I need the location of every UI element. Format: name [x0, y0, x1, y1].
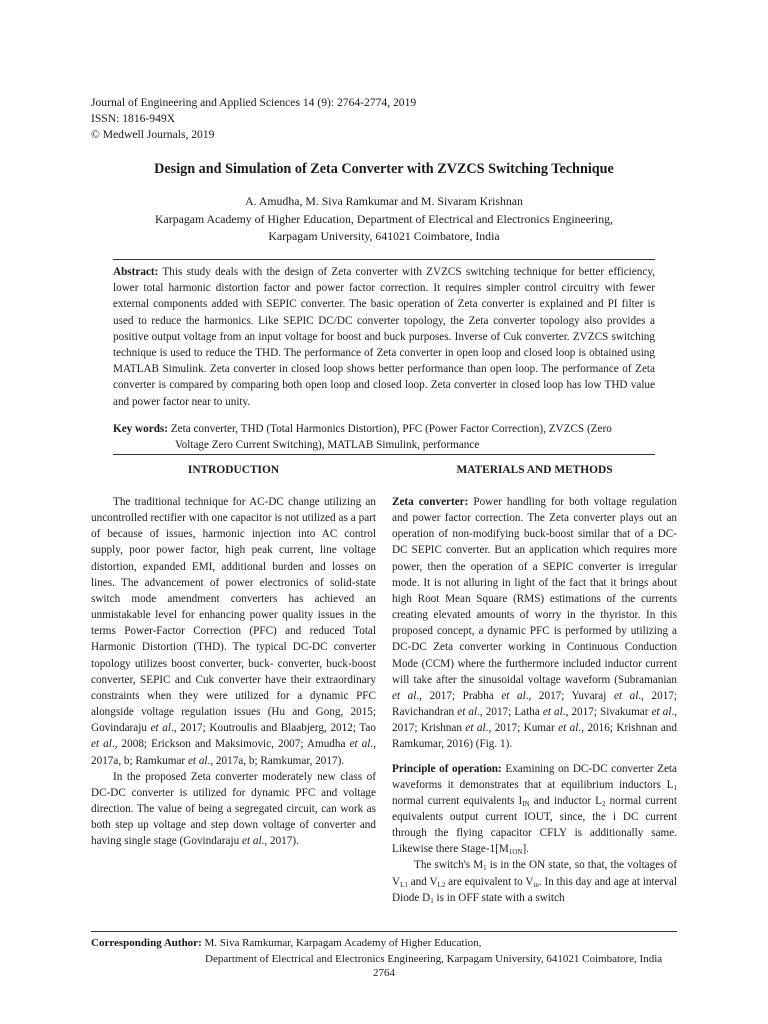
- journal-header: [91, 95, 416, 144]
- abstract-label: Abstract:: [113, 266, 159, 278]
- paper-title: Design and Simulation of Zeta Converter with ZVZCS Switching Technique: [154, 161, 614, 177]
- switch-paragraph: The switch's $M_1$ is in the ON state, so that, the voltages of $V_{L1}$ and $V_{L2}$ are equivalent to $V_{in}$. In this day and age at interval Diode $D_1$ is in OFF state with a switch: [392, 859, 677, 905]
- author-names: A. Amudha, M. Siva Ramkumar and M. Sivaram Krishnan: [245, 194, 523, 208]
- intro-paragraph-2: In the proposed Zeta converter moderately new class of DC-DC converter is utilized for dynamic PFC and voltage direction. The value of being a segregated circuit, can work as both step up voltage and step down voltage of converter and having single stage (Govindaraju et al., 2017).: [91, 770, 376, 848]
- zeta-converter-paragraph: Zeta converter: Power handling for both voltage regulation and power factor correction. The Zeta converter plays out an operation of non-modifying buck-boost similar that of a DC-DC SEPIC converter. But an application which requires more power, then the operation of a SEPIC converter is irregular mode. It is not alluring in light of the fact that it brings about high Root Mean Square (RMS) estimations of the currents creating elevated amounts of worry in the thyristor. In this proposed concept, a dynamic PFC is performed by utilizing a DC-DC Zeta converter working in Continuous Conduction Mode (CCM) where the furthermore included inductor current will take after the sinusoidal voltage waveform (Subramanian et al., 2017; Prabha et al., 2017; Yuvaraj et al., 2017; Ravichandran et al., 2017; Latha et al., 2017; Sivakumar et al., 2017; Krishnan et al., 2017; Kumar et al., 2016; Krishnan and Ramkumar, 2016) (Fig. 1).: [392, 496, 678, 751]
- keywords-label: Key words:: [113, 423, 168, 435]
- keywords-line-1: Zeta converter, THD (Total Harmonics Distortion), PFC (Power Factor Correction), ZVZCS (Zero: [170, 423, 612, 435]
- abstract: [113, 264, 655, 410]
- corresponding-author-line-1: M. Siva Ramkumar, Karpagam Academy of Higher Education,: [204, 937, 482, 949]
- author-block: [0, 193, 768, 246]
- right-column: [392, 494, 677, 906]
- issn: ISSN: 1816-949X: [91, 112, 176, 126]
- journal-citation: Journal of Engineering and Applied Sciences 14 (9): 2764-2774, 2019: [91, 96, 417, 109]
- abstract-top-rule: [113, 259, 655, 260]
- principle-paragraph: Principle of operation: Examining on DC-DC converter Zeta waveforms it demonstrates that at equilibrium inductors $L_1$ normal current equivalents $I_{IN}$ and inductor $L_2$ normal current equivalents output current IOUT, since, the i DC current through the flying capacitor CFLY is additionally same. Likewise there Stage-$1[M_{1ON}]$.: [392, 762, 677, 857]
- abstract-text: This study deals with the design of Zeta converter with ZVZCS switching technique for better efficiency, lower total harmonic distortion factor and power factor correction. It requires simpler control circuitry with fewer external components added with SEPIC converter. The basic operation of Zeta converter is explained and PI filter is used to reduce the harmonics. Like SEPIC DC/DC converter topology, the Zeta converter topology also provides a positive output voltage from an input voltage for boost and buck purposes. Inverse of Cuk converter. ZVZCS switching technique is used to reduce the THD. The performance of Zeta converter in open loop and closed loop is obtained using MATLAB Simulink. Zeta converter in closed loop shows better performance than open loop. The performance of Zeta converter is compared by comparing both open loop and closed loop. Zeta converter in closed loop has low THD value and power factor near to unity.: [113, 266, 655, 408]
- keywords-line-2: Voltage Zero Current Switching), MATLAB Simulink, performance: [175, 439, 480, 452]
- corresponding-author-line-2: Department of Electrical and Electronics Engineering, Karpagam University, 641021 Coimbatore, India: [205, 953, 663, 965]
- copyright: © Medwell Journals, 2019: [91, 128, 215, 142]
- introduction-heading: INTRODUCTION: [187, 464, 280, 476]
- corresponding-author-label: Corresponding Author:: [91, 937, 202, 949]
- affiliation-line-2: Karpagam University, 641021 Coimbatore, India: [268, 229, 500, 244]
- keywords-bottom-rule: [113, 454, 655, 455]
- intro-paragraph-1: The traditional technique for AC-DC change utilizing an uncontrolled rectifier with one capacitor is not utilized as a part of because of issues, harmonic injection into AC control supply, poor power factor, high peak current, line voltage distortion, expanded EMI, additional burden and losses on lines. The advancement of power electronics of solid-state switch mode amendment converters has achieved an unmistakable level for enhancing power quality issues in the terms Power-Factor Correction (PFC) and reduced Total Harmonic Distortion (THD). The typical DC-DC converter topology utilizes boost converter, buck- converter, buck-boost converter, SEPIC and Cuk converter have their extraordinary constraints when they were utilized for a dynamic PFC alongside voltage regulation issues (Hu and Gong, 2015; Govindaraju et al., 2017; Koutroulis and Blaabjerg, 2012; Tao et al., 2008; Erickson and Maksimovic, 2007; Amudha et al., 2017a, b; Ramkumar et al., 2017a, b; Ramkumar, 2017).: [91, 496, 377, 767]
- corresponding-author: [91, 935, 677, 967]
- methods-heading: MATERIALS AND METHODS: [456, 464, 613, 476]
- footer-rule: [91, 931, 677, 932]
- affiliation-line-1: Karpagam Academy of Higher Education, Department of Electrical and Electronics Engineering,: [155, 211, 613, 226]
- page-number: 2764: [373, 967, 395, 979]
- left-column: [91, 494, 376, 849]
- keywords: [113, 421, 655, 453]
